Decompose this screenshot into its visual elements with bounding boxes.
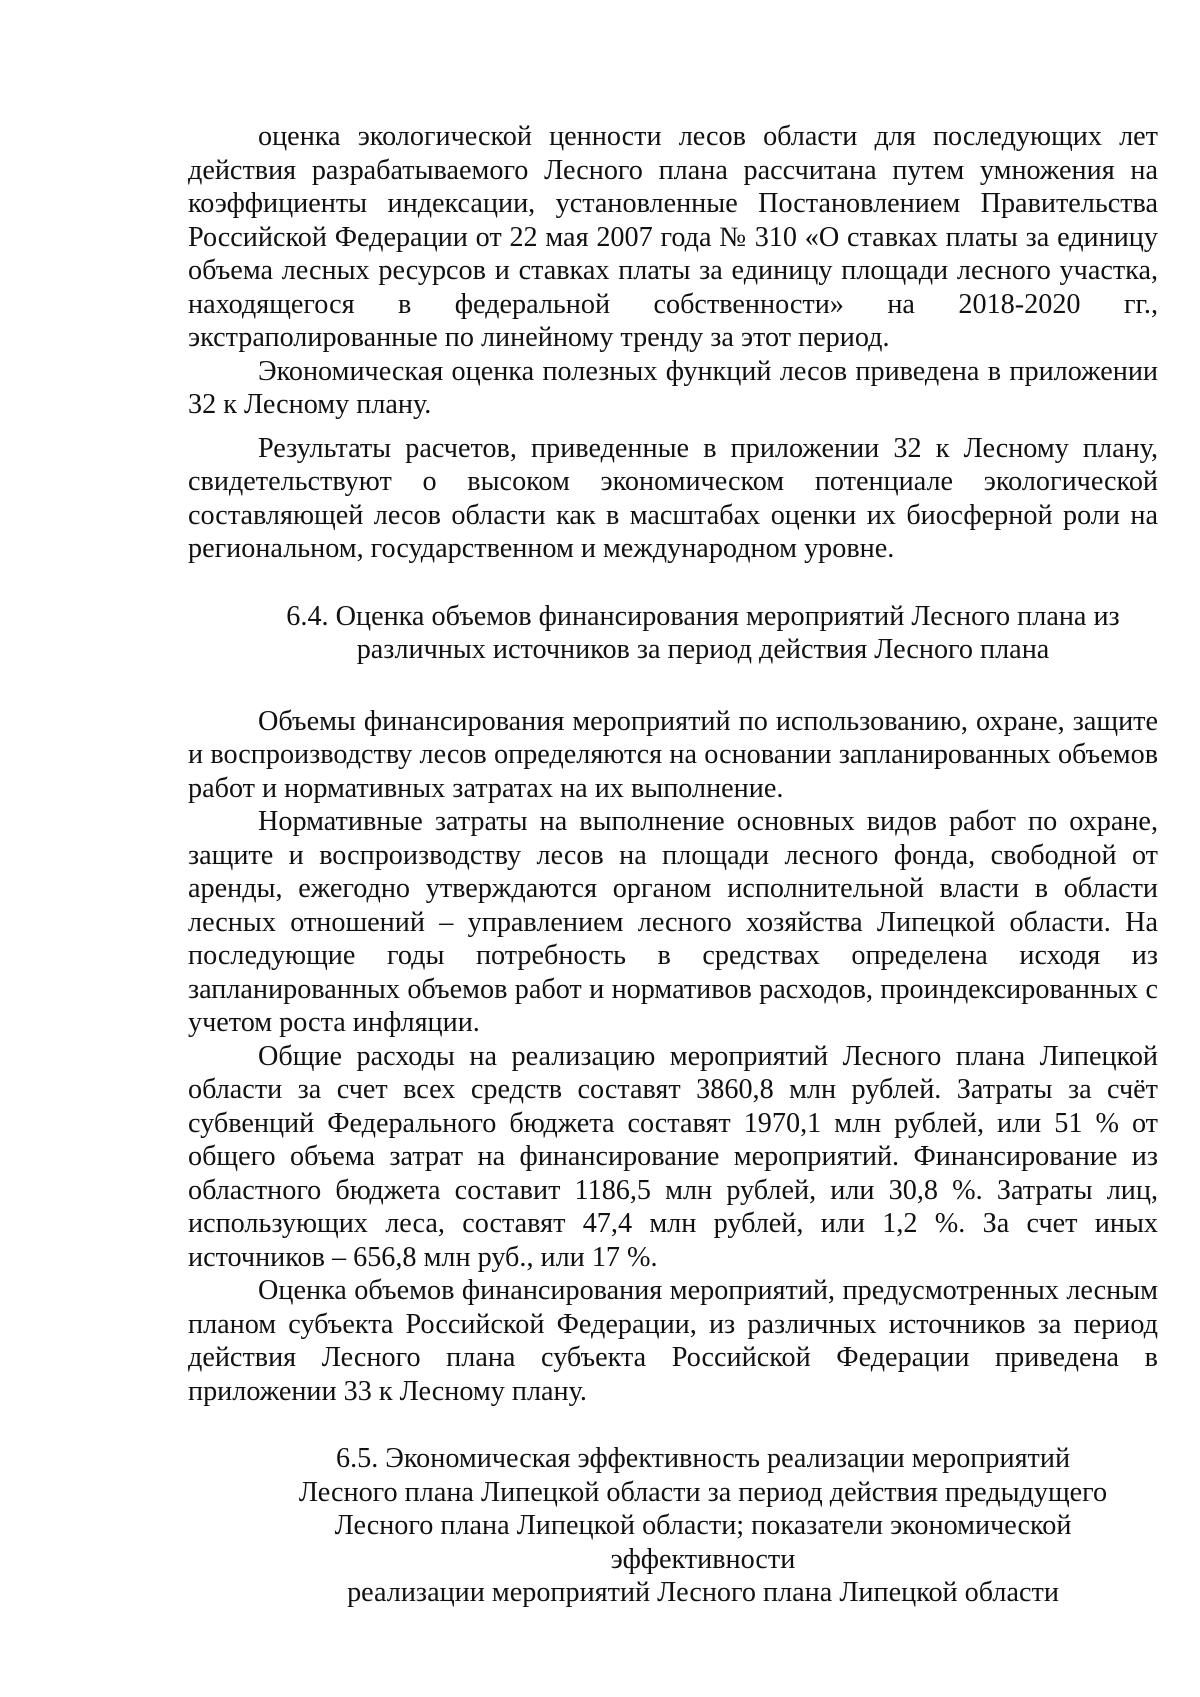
section-heading-6-5-line-1: 6.5. Экономическая эффективность реализации мероприятий [335, 1443, 1071, 1474]
paragraph-normative-costs: Нормативные затраты на выполнение основных видов работ по охране, защите и воспроизводству лесов на площади лесного фонда, свободной от аренды, ежегодно утверждаются органом исполнительной власти в области лесных отношений – управлением лесного хозяйства Липецкой области. На последующие годы потребность в средствах определена исходя из запланированных объемов работ и нормативов расходов, проиндексированных с учетом роста инфляции. [188, 806, 1158, 1038]
section-heading-6-5 [188, 1442, 1158, 1610]
paragraph-ecological-value-indexation: оценка экологической ценности лесов области для последующих лет действия разрабатываемого Лесного плана рассчитана путем умножения на коэффициенты индексации, установленные Постановлением Правительства Российской Федерации от 22 мая 2007 года № 310 «О ставках платы за единицу объема лесных ресурсов и ставках платы за единицу площади лесного участка, находящегося в федеральной собственности» на 2018-2020 гг., экстраполированные по линейному тренду за этот период. [188, 121, 1158, 353]
paragraph-financing-volumes: Объемы финансирования мероприятий по использованию, охране, защите и воспроизводству лесов определяются на основании запланированных объемов работ и нормативных затратах на их выполнение. [188, 705, 1158, 804]
document-page [188, 120, 1158, 1610]
section-heading-6-5-line-3: Лесного плана Липецкой области; показатели экономической эффективности [334, 1510, 1072, 1575]
paragraph-calculation-results: Результаты расчетов, приведенные в приложении 32 к Лесному плану, свидетельствуют о высоком экономическом потенциале экологической составляющей лесов области как в масштабах оценки их биосферной роли на региональном, государственном и международном уровне. [188, 432, 1158, 564]
paragraph-total-expenses: Общие расходы на реализацию мероприятий Лесного плана Липецкой области за счет всех средств составят 3860,8 млн рублей. Затраты за счёт субвенций Федерального бюджета составят 1970,1 млн рублей, или 51 % от общего объема затрат на финансирование мероприятий. Финансирование из областного бюджета составит 1186,5 млн рублей, или 30,8 %. Затраты лиц, использующих леса, составят 47,4 млн рублей, или 1,2 %. За счет иных источников – 656,8 млн руб., или 17 %. [188, 1040, 1158, 1273]
paragraph-useful-functions-appendix-32: Экономическая оценка полезных функций лесов приведена в приложении 32 к Лесному плану. [188, 355, 1158, 420]
paragraph-appendix-33-reference: Оценка объемов финансирования мероприятий, предусмотренных лесным планом субъекта Российской Федерации, из различных источников за период действия Лесного плана субъекта Российской Федерации приведена в приложении 33 к Лесному плану. [188, 1275, 1158, 1407]
section-heading-6-5-line-4: реализации мероприятий Лесного плана Липецкой области [347, 1577, 1059, 1608]
section-heading-6-4-line-2: различных источников за период действия Лесного плана [356, 634, 1050, 665]
section-heading-6-5-line-2: Лесного плана Липецкой области за период действия предыдущего [298, 1476, 1108, 1508]
section-heading-6-4 [188, 600, 1158, 667]
section-heading-6-4-line-1: 6.4. Оценка объемов финансирования мероприятий Лесного плана из [286, 600, 1120, 632]
